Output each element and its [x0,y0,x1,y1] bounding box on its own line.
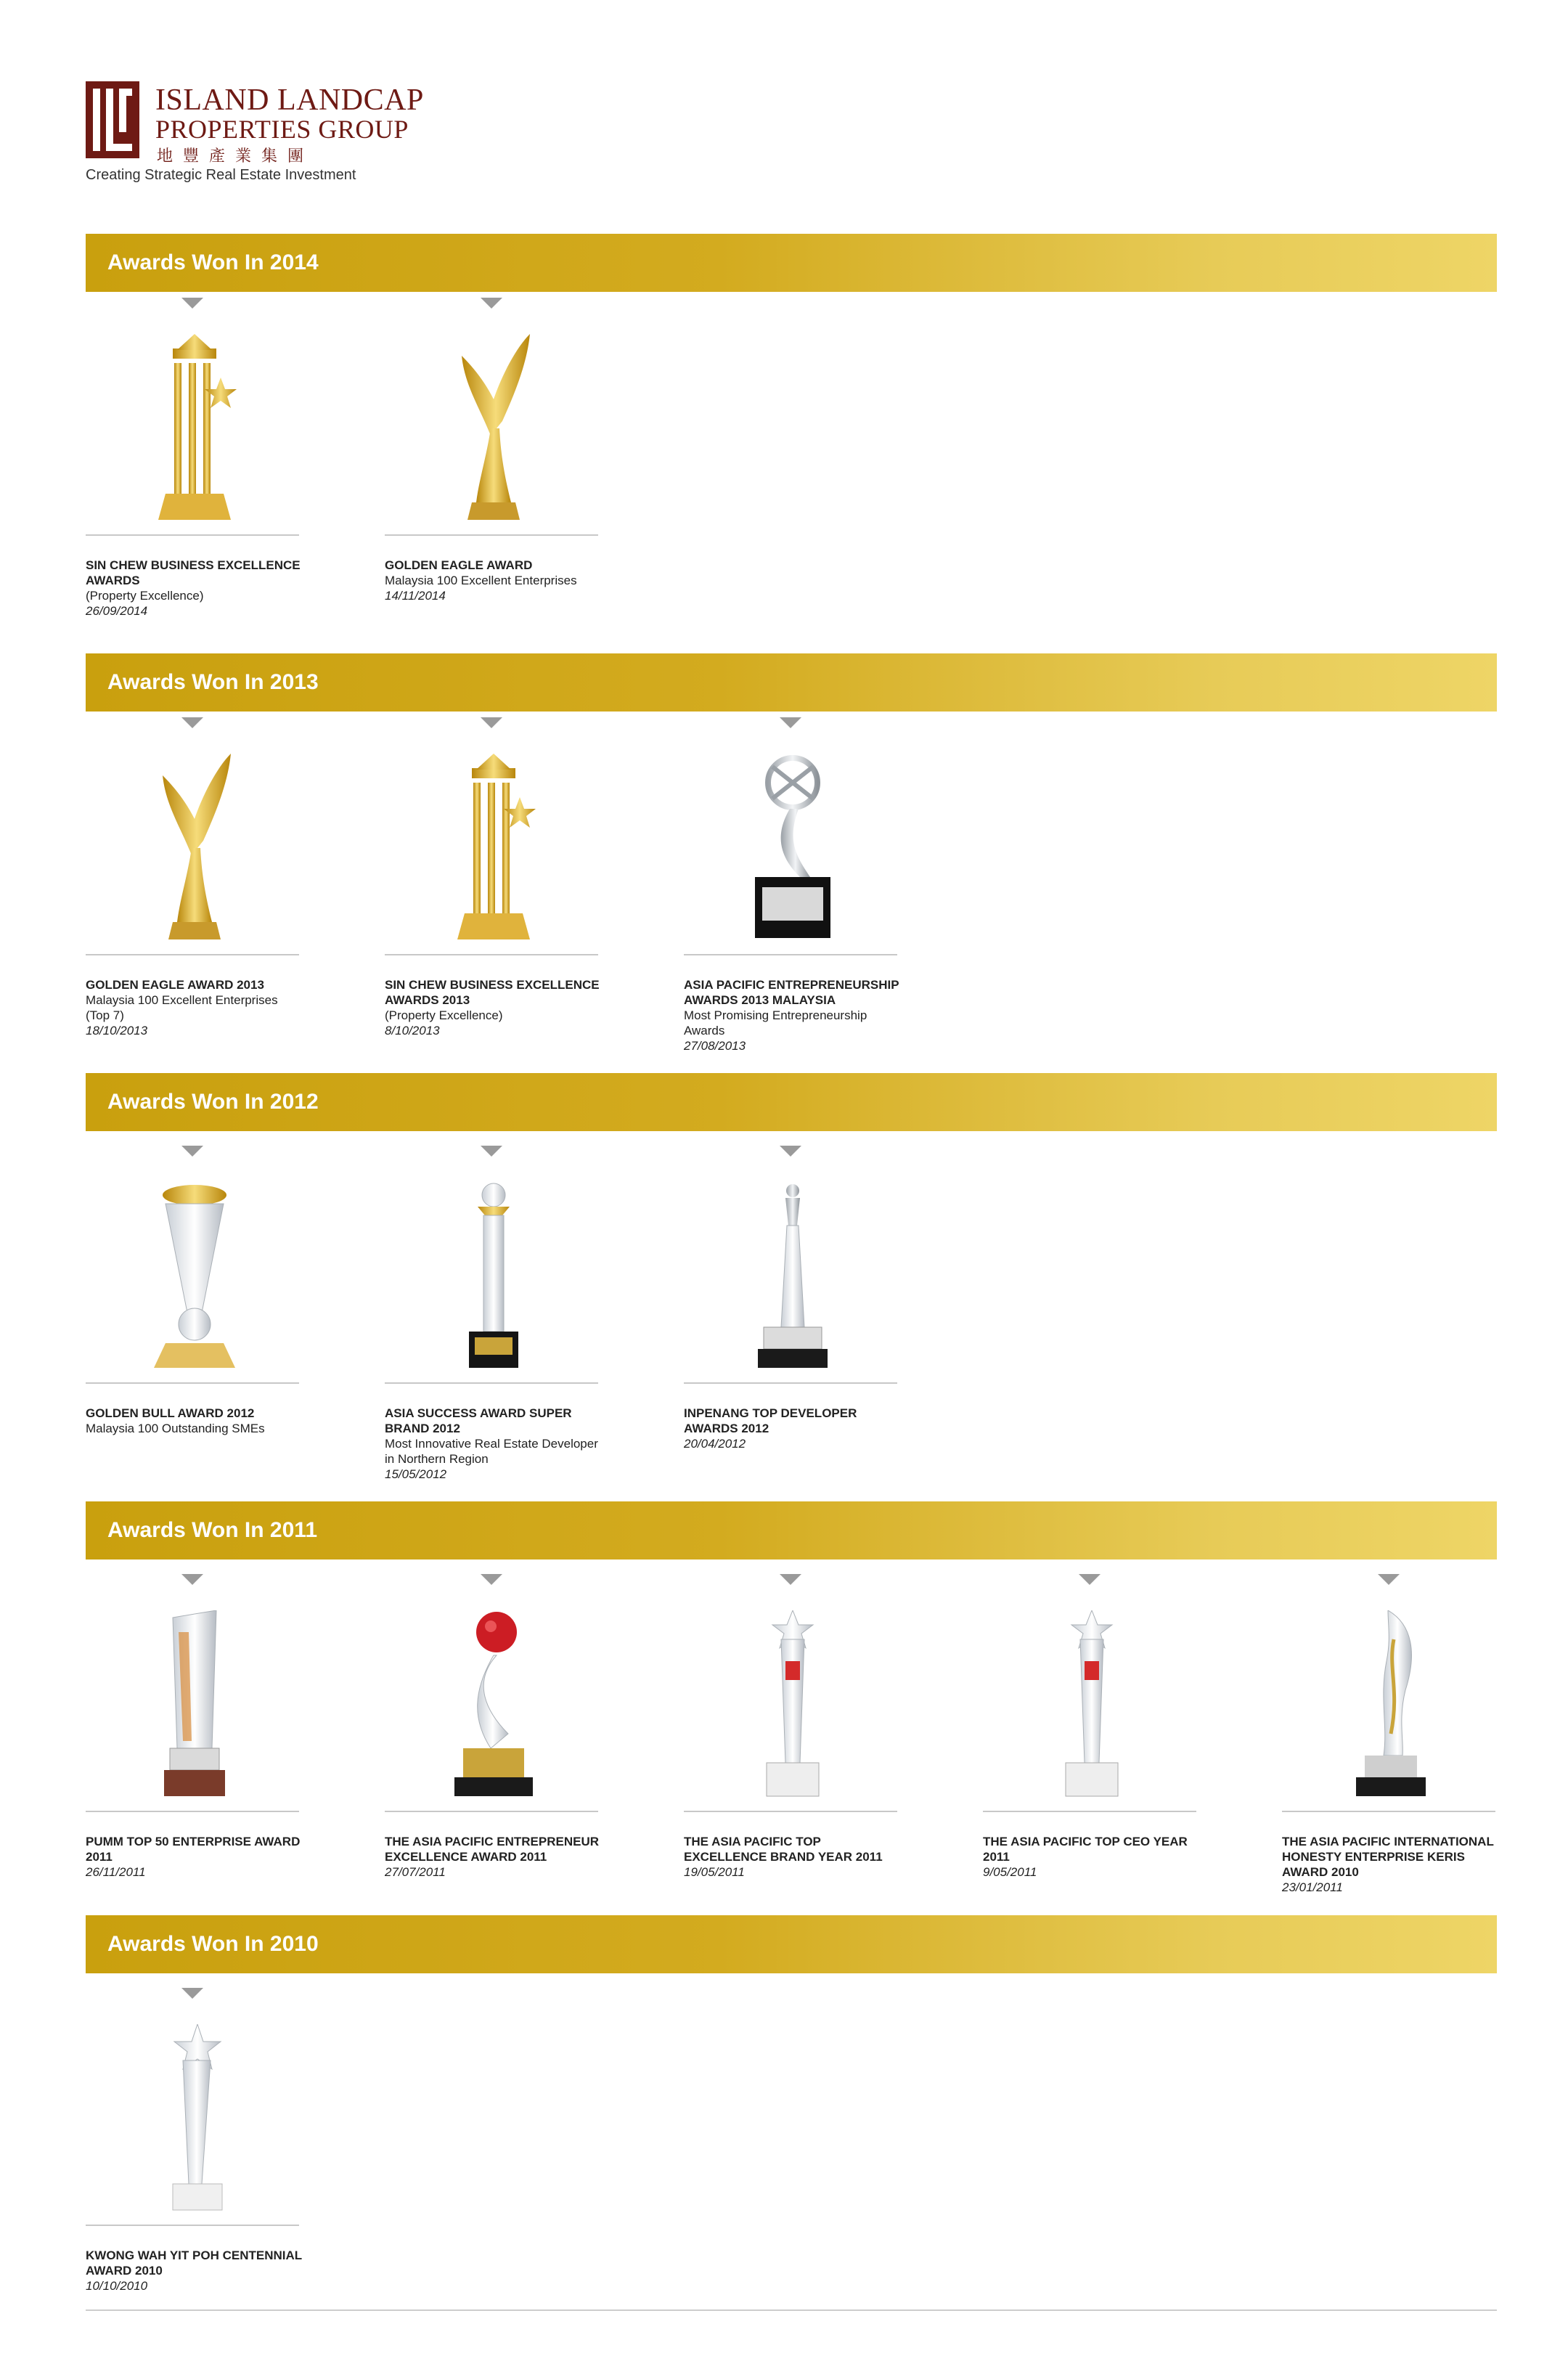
award-date: 8/10/2013 [385,1024,440,1037]
pointer-arrow-icon [481,298,502,309]
award-card [86,1146,303,1487]
divider [385,954,598,955]
divider [385,534,598,536]
award-card [684,1574,902,1915]
award-date: 20/04/2012 [684,1437,746,1451]
crystal-globe-trophy-icon [421,1182,566,1371]
award-card [684,1146,902,1487]
divider [1282,1811,1495,1812]
pointer-arrow-icon [181,1574,203,1585]
gold-pillar-trophy-icon [421,754,566,942]
award-date: 9/05/2011 [983,1865,1037,1879]
divider [983,1811,1196,1812]
pointer-arrow-icon [181,1146,203,1157]
company-chinese-name: 地豐產業集團 [157,147,314,166]
award-title: INPENANG TOP DEVELOPER AWARDS 2012 [684,1406,857,1435]
award-title: ASIA SUCCESS AWARD SUPER BRAND 2012 [385,1406,572,1435]
company-logo [86,81,424,190]
award-date: 26/11/2011 [86,1865,146,1879]
silver-figure-trophy-icon [720,1182,865,1371]
golden-bull-trophy-icon [122,1182,267,1371]
footer-divider [86,2309,1497,2311]
gold-pillar-trophy-icon [122,334,267,523]
award-date: 27/07/2011 [385,1865,446,1879]
award-card [86,717,303,1059]
pointer-arrow-icon [780,717,801,728]
section-header-2014 [86,234,1497,292]
crystal-column-trophy-icon [122,1610,267,1799]
award-card [385,1574,603,1915]
award-date: 19/05/2011 [684,1865,745,1879]
crystal-star-trophy-icon [1019,1610,1164,1799]
pointer-arrow-icon [1378,1574,1400,1585]
section-header-2011 [86,1501,1497,1559]
award-title: PUMM TOP 50 ENTERPRISE AWARD 2011 [86,1835,301,1864]
section-heading: Awards Won In 2012 [107,1090,319,1114]
award-subtitle: Most Promising Entrepreneurship Awards [684,1008,867,1037]
section-header-2012 [86,1073,1497,1131]
award-title: SIN CHEW BUSINESS EXCELLENCE AWARDS 2013 [385,978,600,1007]
award-subtitle: Malaysia 100 Outstanding SMEs [86,1422,265,1435]
pointer-arrow-icon [481,1146,502,1157]
divider [684,1382,897,1384]
award-subtitle: Malaysia 100 Excellent Enterprises [385,574,577,587]
company-tagline: Creating Strategic Real Estate Investment [86,167,356,183]
divider [684,1811,897,1812]
company-name-line2: PROPERTIES GROUP [155,115,409,144]
award-title: THE ASIA PACIFIC ENTREPRENEUR EXCELLENCE AWARD 2011 [385,1835,600,1864]
pointer-arrow-icon [181,298,203,309]
award-card [385,717,603,1059]
divider [385,1811,598,1812]
award-date: 18/10/2013 [86,1024,148,1037]
award-card [86,298,303,639]
award-card [684,717,902,1059]
divider [684,954,897,955]
award-title: ASIA PACIFIC ENTREPRENEURSHIP AWARDS 2013 MALAYSIA [684,978,899,1007]
company-logo-mark-icon [86,81,139,158]
award-date: 15/05/2012 [385,1467,447,1481]
award-card [86,1988,303,2329]
section-heading: Awards Won In 2010 [107,1932,319,1956]
section-header-2010 [86,1915,1497,1973]
pointer-arrow-icon [181,1988,203,1999]
pointer-arrow-icon [1079,1574,1101,1585]
section-heading: Awards Won In 2014 [107,250,319,274]
award-title: THE ASIA PACIFIC TOP EXCELLENCE BRAND YEAR 2011 [684,1835,883,1864]
pointer-arrow-icon [780,1574,801,1585]
golden-eagle-trophy-icon [421,334,566,523]
award-card [385,1146,603,1487]
crystal-star-trophy-icon [720,1610,865,1799]
award-date: 27/08/2013 [684,1039,746,1053]
award-title: KWONG WAH YIT POH CENTENNIAL AWARD 2010 [86,2248,302,2278]
divider [86,954,299,955]
section-header-2013 [86,653,1497,712]
divider [86,534,299,536]
golden-eagle-trophy-icon [122,754,267,942]
award-subtitle: (Property Excellence) [86,589,204,603]
award-card [983,1574,1201,1915]
award-date: 26/09/2014 [86,604,148,618]
pointer-arrow-icon [181,717,203,728]
section-heading: Awards Won In 2013 [107,670,319,694]
silver-sphere-trophy-icon [720,754,865,942]
award-title: SIN CHEW BUSINESS EXCELLENCE AWARDS [86,558,301,587]
pointer-arrow-icon [481,717,502,728]
red-ball-trophy-icon [421,1610,566,1799]
pointer-arrow-icon [780,1146,801,1157]
divider [86,1382,299,1384]
pointer-arrow-icon [481,1574,502,1585]
divider [385,1382,598,1384]
award-card [385,298,603,639]
award-title: GOLDEN EAGLE AWARD 2013 [86,978,264,992]
section-heading: Awards Won In 2011 [107,1518,317,1542]
award-subtitle: Most Innovative Real Estate Developer in Northern Region [385,1437,598,1466]
award-date: 10/10/2010 [86,2279,148,2293]
award-date: 14/11/2014 [385,589,446,603]
award-card [86,1574,303,1915]
divider [86,2225,299,2226]
award-subtitle: Malaysia 100 Excellent Enterprises (Top 7) [86,993,278,1022]
award-title: THE ASIA PACIFIC INTERNATIONAL HONESTY ENTERPRISE KERIS AWARD 2010 [1282,1835,1494,1879]
award-subtitle: (Property Excellence) [385,1008,503,1022]
company-name-line1: ISLAND LANDCAP [155,83,424,117]
award-title: GOLDEN BULL AWARD 2012 [86,1406,255,1420]
award-card [1282,1574,1500,1915]
divider [86,1811,299,1812]
crystal-star-trophy-icon [122,2024,267,2213]
award-title: THE ASIA PACIFIC TOP CEO YEAR 2011 [983,1835,1188,1864]
company-name [155,83,424,144]
keris-trophy-icon [1318,1610,1463,1799]
award-date: 23/01/2011 [1282,1880,1343,1894]
award-title: GOLDEN EAGLE AWARD [385,558,533,572]
